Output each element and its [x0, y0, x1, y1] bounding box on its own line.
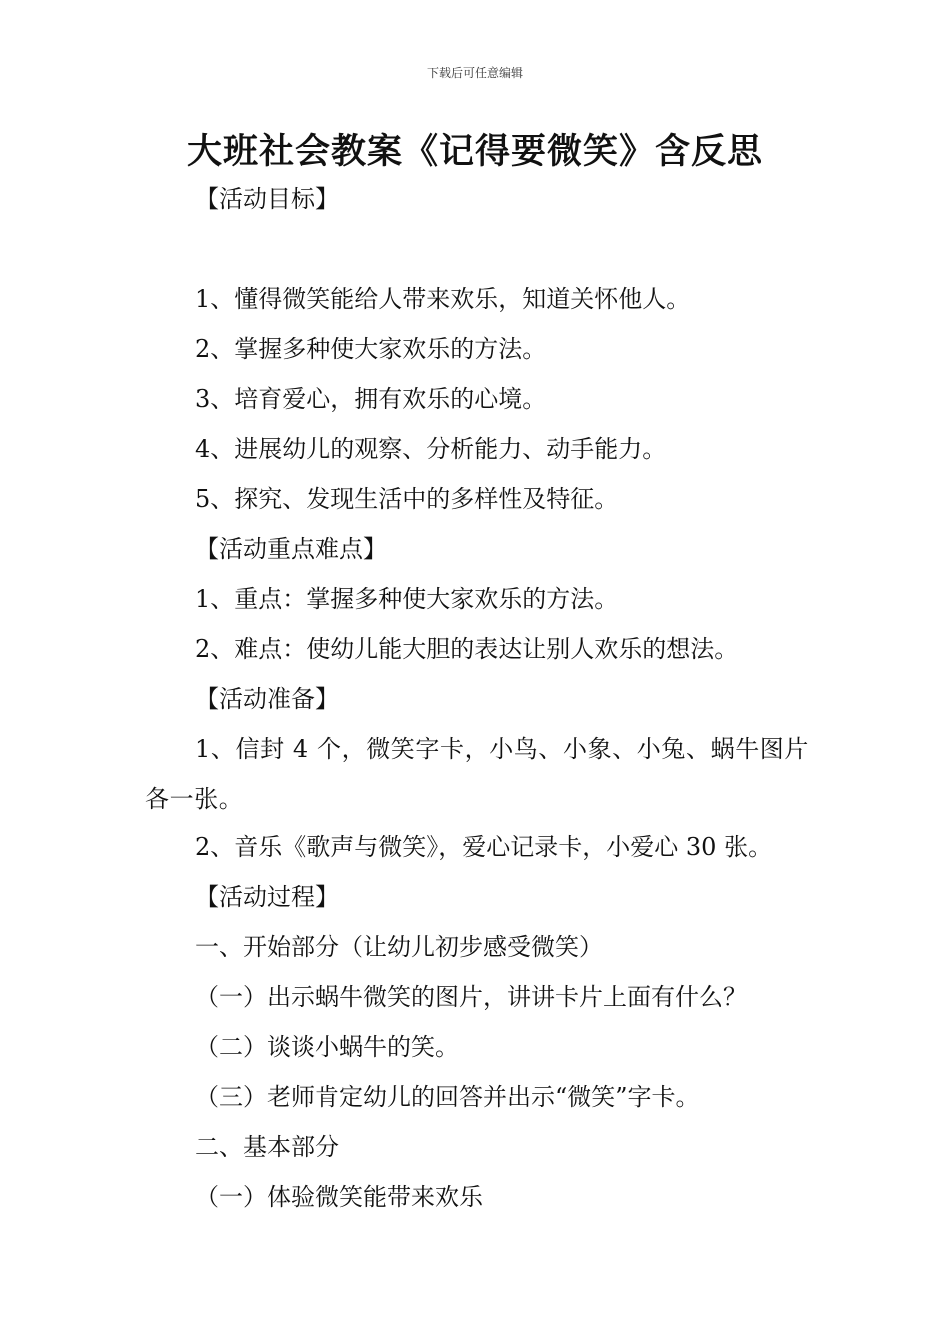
- process-item-1: 一、开始部分（让幼儿初步感受微笑）: [195, 933, 603, 961]
- goal-item-1: 1、懂得微笑能给人带来欢乐，知道关怀他人。: [195, 285, 691, 313]
- section-heading-preparation: 【活动准备】: [195, 685, 339, 713]
- process-item-4: （三）老师肯定幼儿的回答并出示“微笑”字卡。: [195, 1083, 700, 1111]
- section-heading-process: 【活动过程】: [195, 883, 339, 911]
- goal-item-3: 3、培育爱心，拥有欢乐的心境。: [195, 385, 547, 413]
- process-item-2: （一）出示蜗牛微笑的图片，讲讲卡片上面有什么？: [195, 983, 747, 1011]
- process-item-5: 二、基本部分: [195, 1133, 339, 1161]
- process-item-3: （二）谈谈小蜗牛的笑。: [195, 1033, 459, 1061]
- keypoint-item-1: 1、重点：掌握多种使大家欢乐的方法。: [195, 585, 619, 613]
- goal-item-2: 2、掌握多种使大家欢乐的方法。: [195, 335, 547, 363]
- goal-item-4: 4、进展幼儿的观察、分析能力、动手能力。: [195, 435, 667, 463]
- section-heading-keypoints: 【活动重点难点】: [195, 535, 387, 563]
- goal-item-5: 5、探究、发现生活中的多样性及特征。: [195, 485, 619, 513]
- prep-item-2: 2、音乐《歌声与微笑》，爱心记录卡，小爱心 30 张。: [195, 833, 773, 861]
- prep-item-1: 1、信封 4 个，微笑字卡，小鸟、小象、小兔、蜗牛图片各一张。: [145, 735, 809, 813]
- keypoint-item-2: 2、难点：使幼儿能大胆的表达让别人欢乐的想法。: [195, 635, 739, 663]
- document-title: 大班社会教案《记得要微笑》含反思: [186, 132, 763, 172]
- process-item-6: （一）体验微笑能带来欢乐: [195, 1183, 483, 1211]
- page-header-note: 下载后可任意编辑: [426, 66, 523, 80]
- section-heading-goals: 【活动目标】: [195, 185, 339, 213]
